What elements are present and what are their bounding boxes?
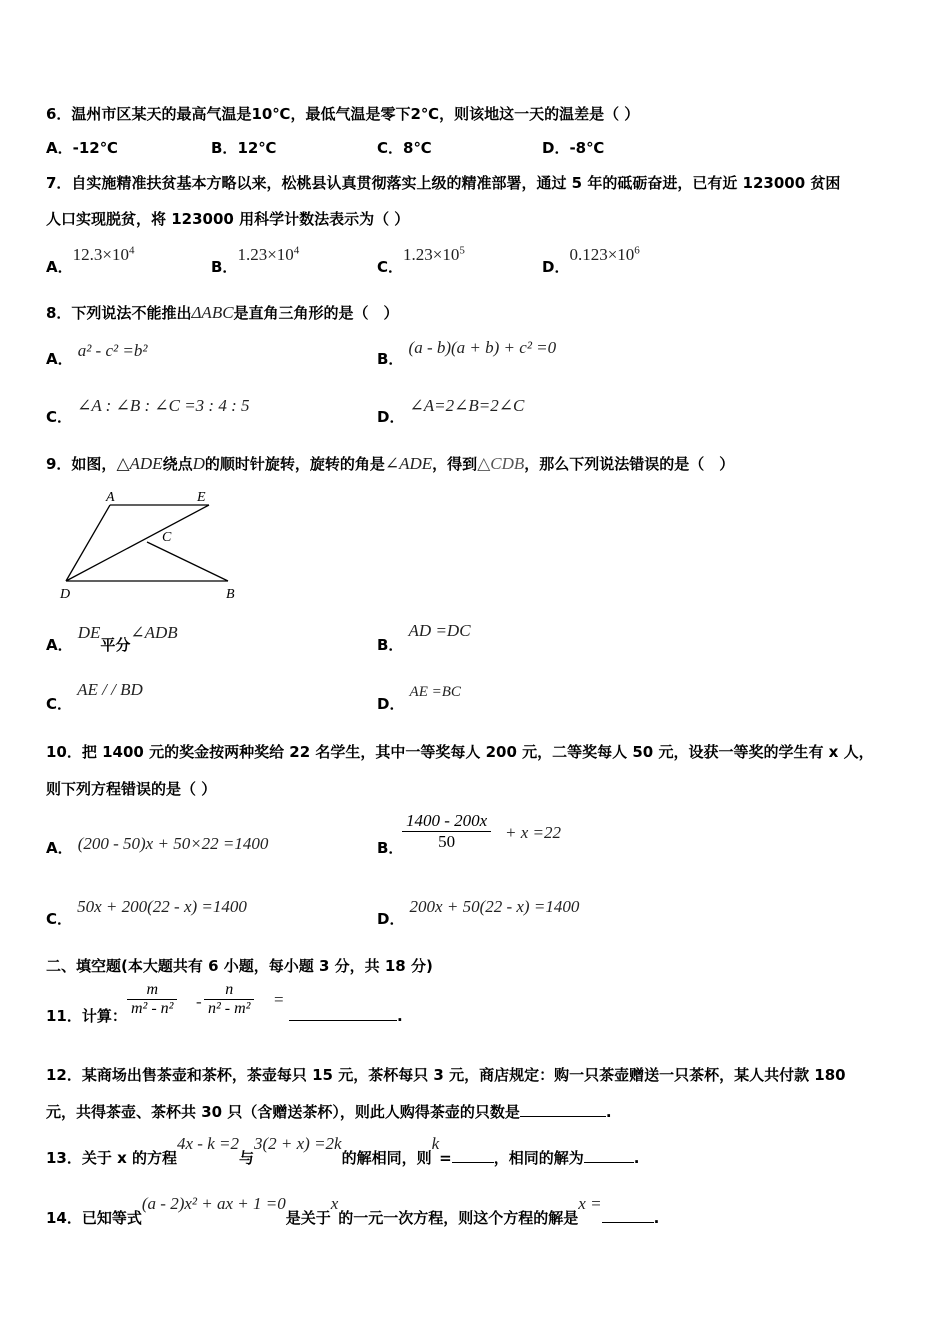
q7-stem-line2: 人口实现脱贫，将 123000 用科学计数法表示为（ ） bbox=[46, 210, 410, 228]
line-cb bbox=[147, 542, 228, 581]
q10-option-b-fraction[interactable]: $\frac{1400 - 200x}{50}$ bbox=[402, 811, 491, 852]
q11-minus: - bbox=[196, 992, 202, 1011]
point-c-label: C bbox=[162, 530, 172, 545]
q9-option-a[interactable]: A． DE平分∠ADB bbox=[46, 623, 178, 654]
q12-stem-line1: 12．某商场出售茶壶和茶杯，茶壶每只 15 元，茶杯每只 3 元，商店规定：购一只茶壶赠送一只茶杯，某人共付款 180 bbox=[46, 1066, 846, 1084]
q9-stem: 9．如图，△ADE绕点D的顺时针旋转，旋转的角是∠ADE，得到△CDB，那么下列说法错误的是（ ） bbox=[46, 454, 735, 473]
q14-stem: 14．已知等式(a - 2)x² + ax + 1 =0是关于x的一元一次方程，则这个方程的解是x =. bbox=[46, 1194, 660, 1227]
q11-answer-blank[interactable]: . bbox=[289, 1005, 403, 1025]
q9-figure bbox=[52, 486, 252, 604]
section-2-title: 二、填空题(本大题共有 6 小题，每小题 3 分，共 18 分) bbox=[46, 957, 433, 975]
q13-stem: 13．关于 x 的方程4x - k =2与3(2 + x) =2k的解相同，则k= ，相同的解为 . bbox=[46, 1134, 640, 1167]
q6-option-c[interactable]: C．8℃ bbox=[377, 139, 432, 157]
q10-option-b-label[interactable]: B． bbox=[377, 839, 404, 857]
q10-stem-line1: 10．把 1400 元的奖金按两种奖给 22 名学生，其中一等奖每人 200 元，二等奖每人 50 元，设获一等奖的学生有 x 人， bbox=[46, 743, 874, 761]
q7-option-a[interactable]: A．$12.3\times 10^4$ bbox=[46, 244, 135, 276]
q10-stem-line2: 则下列方程错误的是（ ） bbox=[46, 780, 217, 798]
q6-stem: 6．温州市区某天的最高气温是10℃，最低气温是零下2℃，则该地这一天的温差是（ ） bbox=[46, 105, 640, 123]
q6-option-a[interactable]: A．-12℃ bbox=[46, 139, 118, 157]
q12-answer-blank[interactable] bbox=[520, 1102, 606, 1117]
point-b-label: B bbox=[226, 587, 235, 602]
q10-option-b-tail: + x =22 bbox=[505, 823, 561, 842]
q11-fraction-2: $\frac{n}{\text{n² - m²}}$ bbox=[204, 981, 254, 1018]
q8-option-c[interactable]: C． ∠A : ∠B : ∠C =3 : 4 : 5 bbox=[46, 396, 250, 426]
q7-option-b[interactable]: B．$1.23\times 10^4$ bbox=[211, 244, 300, 276]
q7-option-d[interactable]: D．$0.123\times 10^6$ bbox=[542, 244, 640, 276]
q13-solution-blank[interactable] bbox=[584, 1148, 634, 1163]
q9-option-d[interactable]: D． AE =BC bbox=[377, 684, 461, 713]
point-e-label: E bbox=[197, 490, 206, 505]
q9-option-b[interactable]: B． AD =DC bbox=[377, 621, 471, 654]
q8-option-d[interactable]: D． ∠A=2∠B=2∠C bbox=[377, 396, 525, 426]
q10-option-c[interactable]: C． 50x + 200(22 - x) =1400 bbox=[46, 897, 247, 928]
point-d-label: D bbox=[60, 587, 71, 602]
q11-fraction-1: $\frac{m}{\text{m² - n²}}$ bbox=[127, 981, 177, 1018]
q13-k-blank[interactable] bbox=[452, 1148, 494, 1163]
q6-option-b[interactable]: B．12℃ bbox=[211, 139, 277, 157]
q11-equals: = bbox=[274, 990, 284, 1009]
q10-option-a[interactable]: A． (200 - 50)x + 50×22 =1400 bbox=[46, 834, 269, 857]
q12-stem-line2: 元，共得茶壶、茶杯共 30 只（含赠送茶杯），则此人购得茶壶的只数是 . bbox=[46, 1103, 612, 1121]
q7-option-c[interactable]: C．$1.23\times 10^5$ bbox=[377, 244, 465, 276]
q6-option-d[interactable]: D．-8℃ bbox=[542, 139, 605, 157]
q11-label: 11．计算： bbox=[46, 1007, 127, 1025]
q9-option-c[interactable]: C． AE / / BD bbox=[46, 680, 143, 713]
q10-option-d[interactable]: D． 200x + 50(22 - x) =1400 bbox=[377, 897, 580, 928]
q7-stem-line1: 7．自实施精准扶贫基本方略以来，松桃县认真贯彻落实上级的精准部署，通过 5 年的砥砺奋进，已有近 123000 贫困 bbox=[46, 174, 841, 192]
q14-answer-blank[interactable] bbox=[602, 1208, 654, 1223]
q8-stem: 8．下列说法不能推出ΔABC是直角三角形的是（ ） bbox=[46, 303, 399, 322]
q8-option-a[interactable]: A． a² - c² =b² bbox=[46, 341, 148, 368]
point-a-label: A bbox=[106, 490, 115, 505]
q8-option-b[interactable]: B． (a - b)(a + b) + c² =0 bbox=[377, 338, 557, 368]
